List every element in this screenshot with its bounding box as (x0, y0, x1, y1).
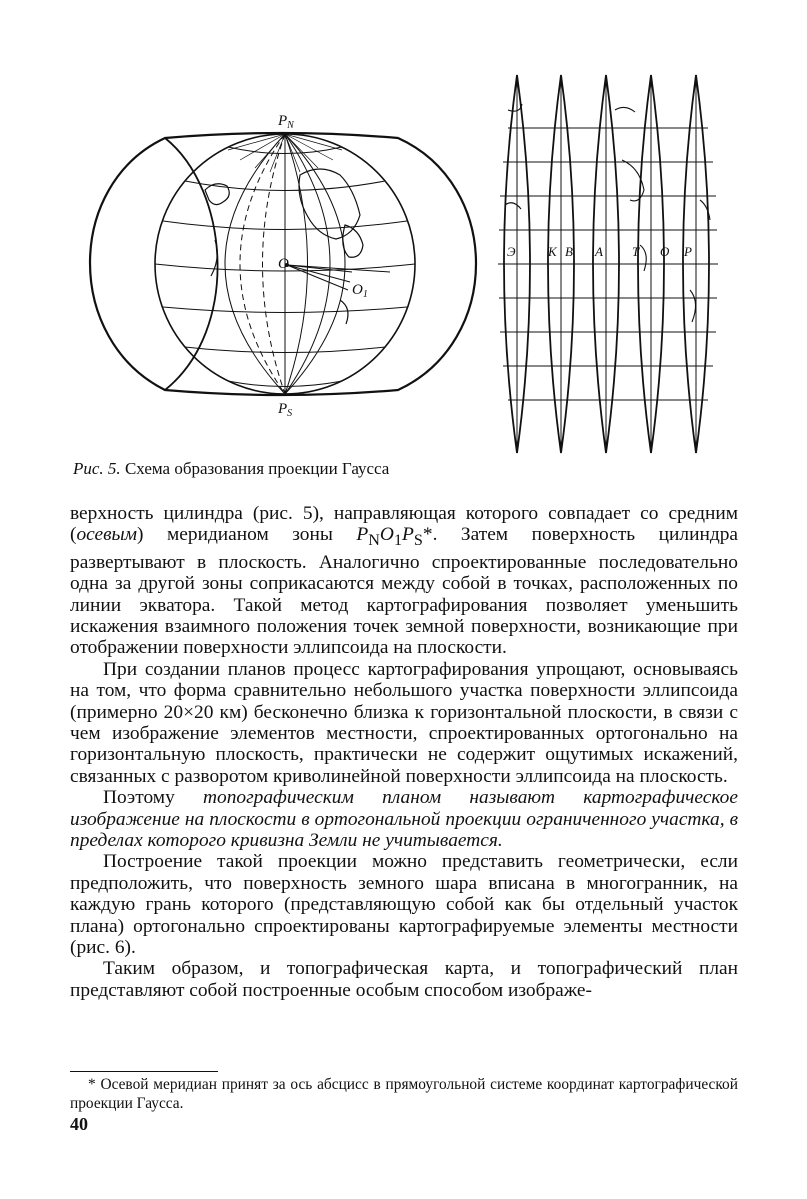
paragraph-4: Построение такой проекции можно представить геометрически, если предположить, что поверхность земного шара вписана в многогранник, на каждую грань которого (представляющую собой как бы отдельный участок плана) ортогонально спроектированы картографируемые элементы местности (рис. 6). (70, 851, 738, 958)
paragraph-1-part-c: ) меридианом зоны (137, 524, 357, 546)
footnote-text: * Осевой меридиан принят за ось абсцисс в прямоугольной системе координат картографической проекции Гаусса. (70, 1076, 738, 1112)
zone-label-3: В (565, 244, 573, 259)
paragraph-5: Таким образом, и топографическая карта, и топографический план представляют собой построенные особым способом изображе- (70, 958, 738, 1001)
zone-label-6: О (660, 244, 670, 259)
paragraph-3-part-a: Поэтому (103, 787, 204, 809)
continent-outlines (205, 169, 363, 324)
caption-title: Схема образования проекции Гаусса (124, 459, 390, 478)
zone-label-1: Э (507, 244, 516, 259)
label-ps: $P_S$ (278, 401, 293, 419)
zone-formula: $P_NO_1P_S$ (356, 524, 423, 550)
paragraph-3-definition: топографическим планом называют картографическое изображение на плоскости в ортогональной проекции ограниченного участка, в пределах которого кривизна Земли не учитывается. (70, 787, 738, 851)
zone-label-2: К (548, 244, 557, 259)
zone-labels (507, 244, 692, 259)
paragraph-1-italic: осевым (76, 524, 138, 546)
paragraph-2: При создании планов процесс картографирования упрощают, основываясь на том, что форма сравнительно небольшого участка поверхности эллипсоида (примерно 20×20 км) бесконечно близка к горизонтальной плоскости, в связи с чем изображение элементов местности, спроектированных ортогонально на горизонтальную плоскость, практически не содержит ощутимых искажений, связанных с разворотом криволинейной поверхности эллипсоида на плоскость. (70, 658, 738, 787)
zone-label-5: Т (632, 244, 640, 259)
gore-continents (505, 104, 710, 322)
label-pn: $P_N$ (278, 113, 294, 131)
zone-label-4: А (595, 244, 603, 259)
gore-parallels (498, 128, 718, 400)
paragraph-1-part-a: верхность цилиндра (рис. 5), направляющая которого совпадает со средним ( (70, 503, 738, 546)
cylinder-seam (165, 138, 218, 390)
label-o1: $O_1$ (352, 282, 368, 300)
figure-gauss-projection (60, 60, 760, 460)
label-o: O (278, 256, 289, 272)
paragraph-1-part-d: *. Затем поверхность цилиндра развертывают в плоскость. Аналогично спроектированные последовательно одна за другой зоны соприкасаются между собой в точках, расположенных по линии экватора. Такой метод картографирования позволяет уменьшить искажения взаимного положения точек земной поверхности, возникающие при отображении поверхности эллипсоида на плоскости. (70, 524, 738, 659)
page-number: 40 (70, 1114, 88, 1134)
paragraph-1 (70, 503, 738, 659)
figure-caption (73, 459, 389, 479)
caption-prefix: Рис. 5. (73, 459, 121, 478)
paragraph-3 (70, 787, 738, 851)
zone-label-7: Р (684, 244, 692, 259)
body-text (70, 503, 738, 1001)
center-rays (287, 265, 390, 290)
gores-diagram (498, 75, 718, 453)
footnote-rule (70, 1071, 218, 1072)
footnote (70, 1075, 738, 1113)
